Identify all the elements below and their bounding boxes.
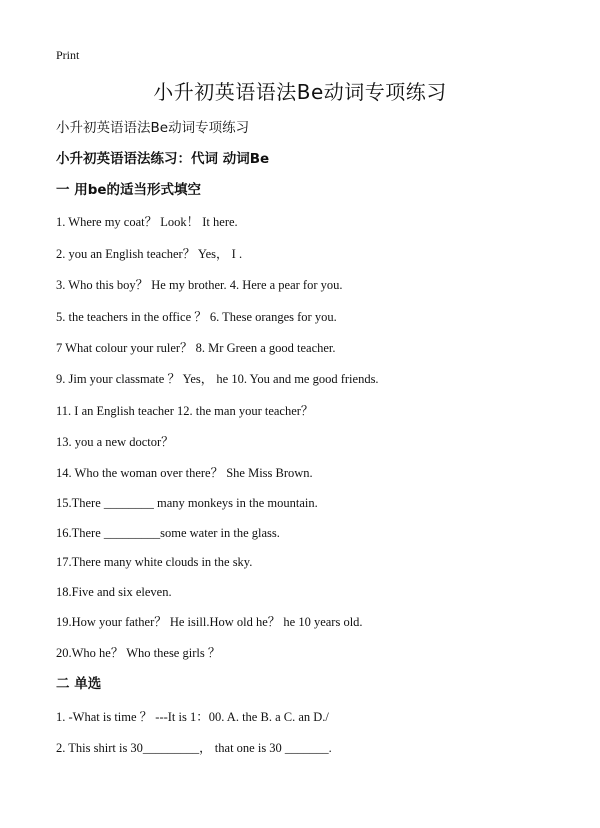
- question-line: 1. -What is time ？ ---It is 1：00. A. the B. a C. an D./: [56, 710, 329, 724]
- question-line: 3. Who this boy？ He my brother. 4. Here a pear for you.: [56, 278, 343, 292]
- question-line: 17.There many white clouds in the sky.: [56, 555, 253, 569]
- page-title: 小升初英语语法Be动词专项练习: [153, 80, 447, 104]
- print-label: Print: [56, 48, 80, 62]
- question-line: 15.There ________ many monkeys in the mountain.: [56, 496, 318, 510]
- subtitle: 小升初英语语法Be动词专项练习: [56, 120, 250, 136]
- question-line: 7 What colour your ruler？ 8. Mr Green a good teacher.: [56, 341, 336, 355]
- section1-heading: 一 用be的适当形式填空: [56, 182, 202, 198]
- question-line: 5. the teachers in the office ？ 6. These oranges for you.: [56, 310, 337, 324]
- question-line: 14. Who the woman over there？ She Miss Brown.: [56, 466, 313, 480]
- question-line: 13. you a new doctor？: [56, 435, 174, 449]
- question-line: 2. you an English teacher？ Yes， I .: [56, 247, 243, 261]
- question-line: 9. Jim your classmate ？ Yes， he 10. You and me good friends.: [56, 372, 379, 386]
- question-line: 19.How your father？ He isill.How old he？ he 10 years old.: [56, 615, 363, 629]
- question-line: 16.There _________some water in the glass.: [56, 526, 280, 540]
- question-line: 18.Five and six eleven.: [56, 585, 172, 599]
- question-line: 20.Who he？ Who these girls ？: [56, 646, 221, 660]
- section2-heading: 二 单选: [56, 676, 102, 692]
- question-line: 1. Where my coat？ Look！ It here.: [56, 215, 238, 229]
- section-intro-heading: 小升初英语语法练习：代词 动词Be: [56, 151, 270, 167]
- question-line: 2. This shirt is 30_________， that one is 30 _______.: [56, 741, 332, 755]
- question-line: 11. I an English teacher 12. the man your teacher？: [56, 404, 314, 418]
